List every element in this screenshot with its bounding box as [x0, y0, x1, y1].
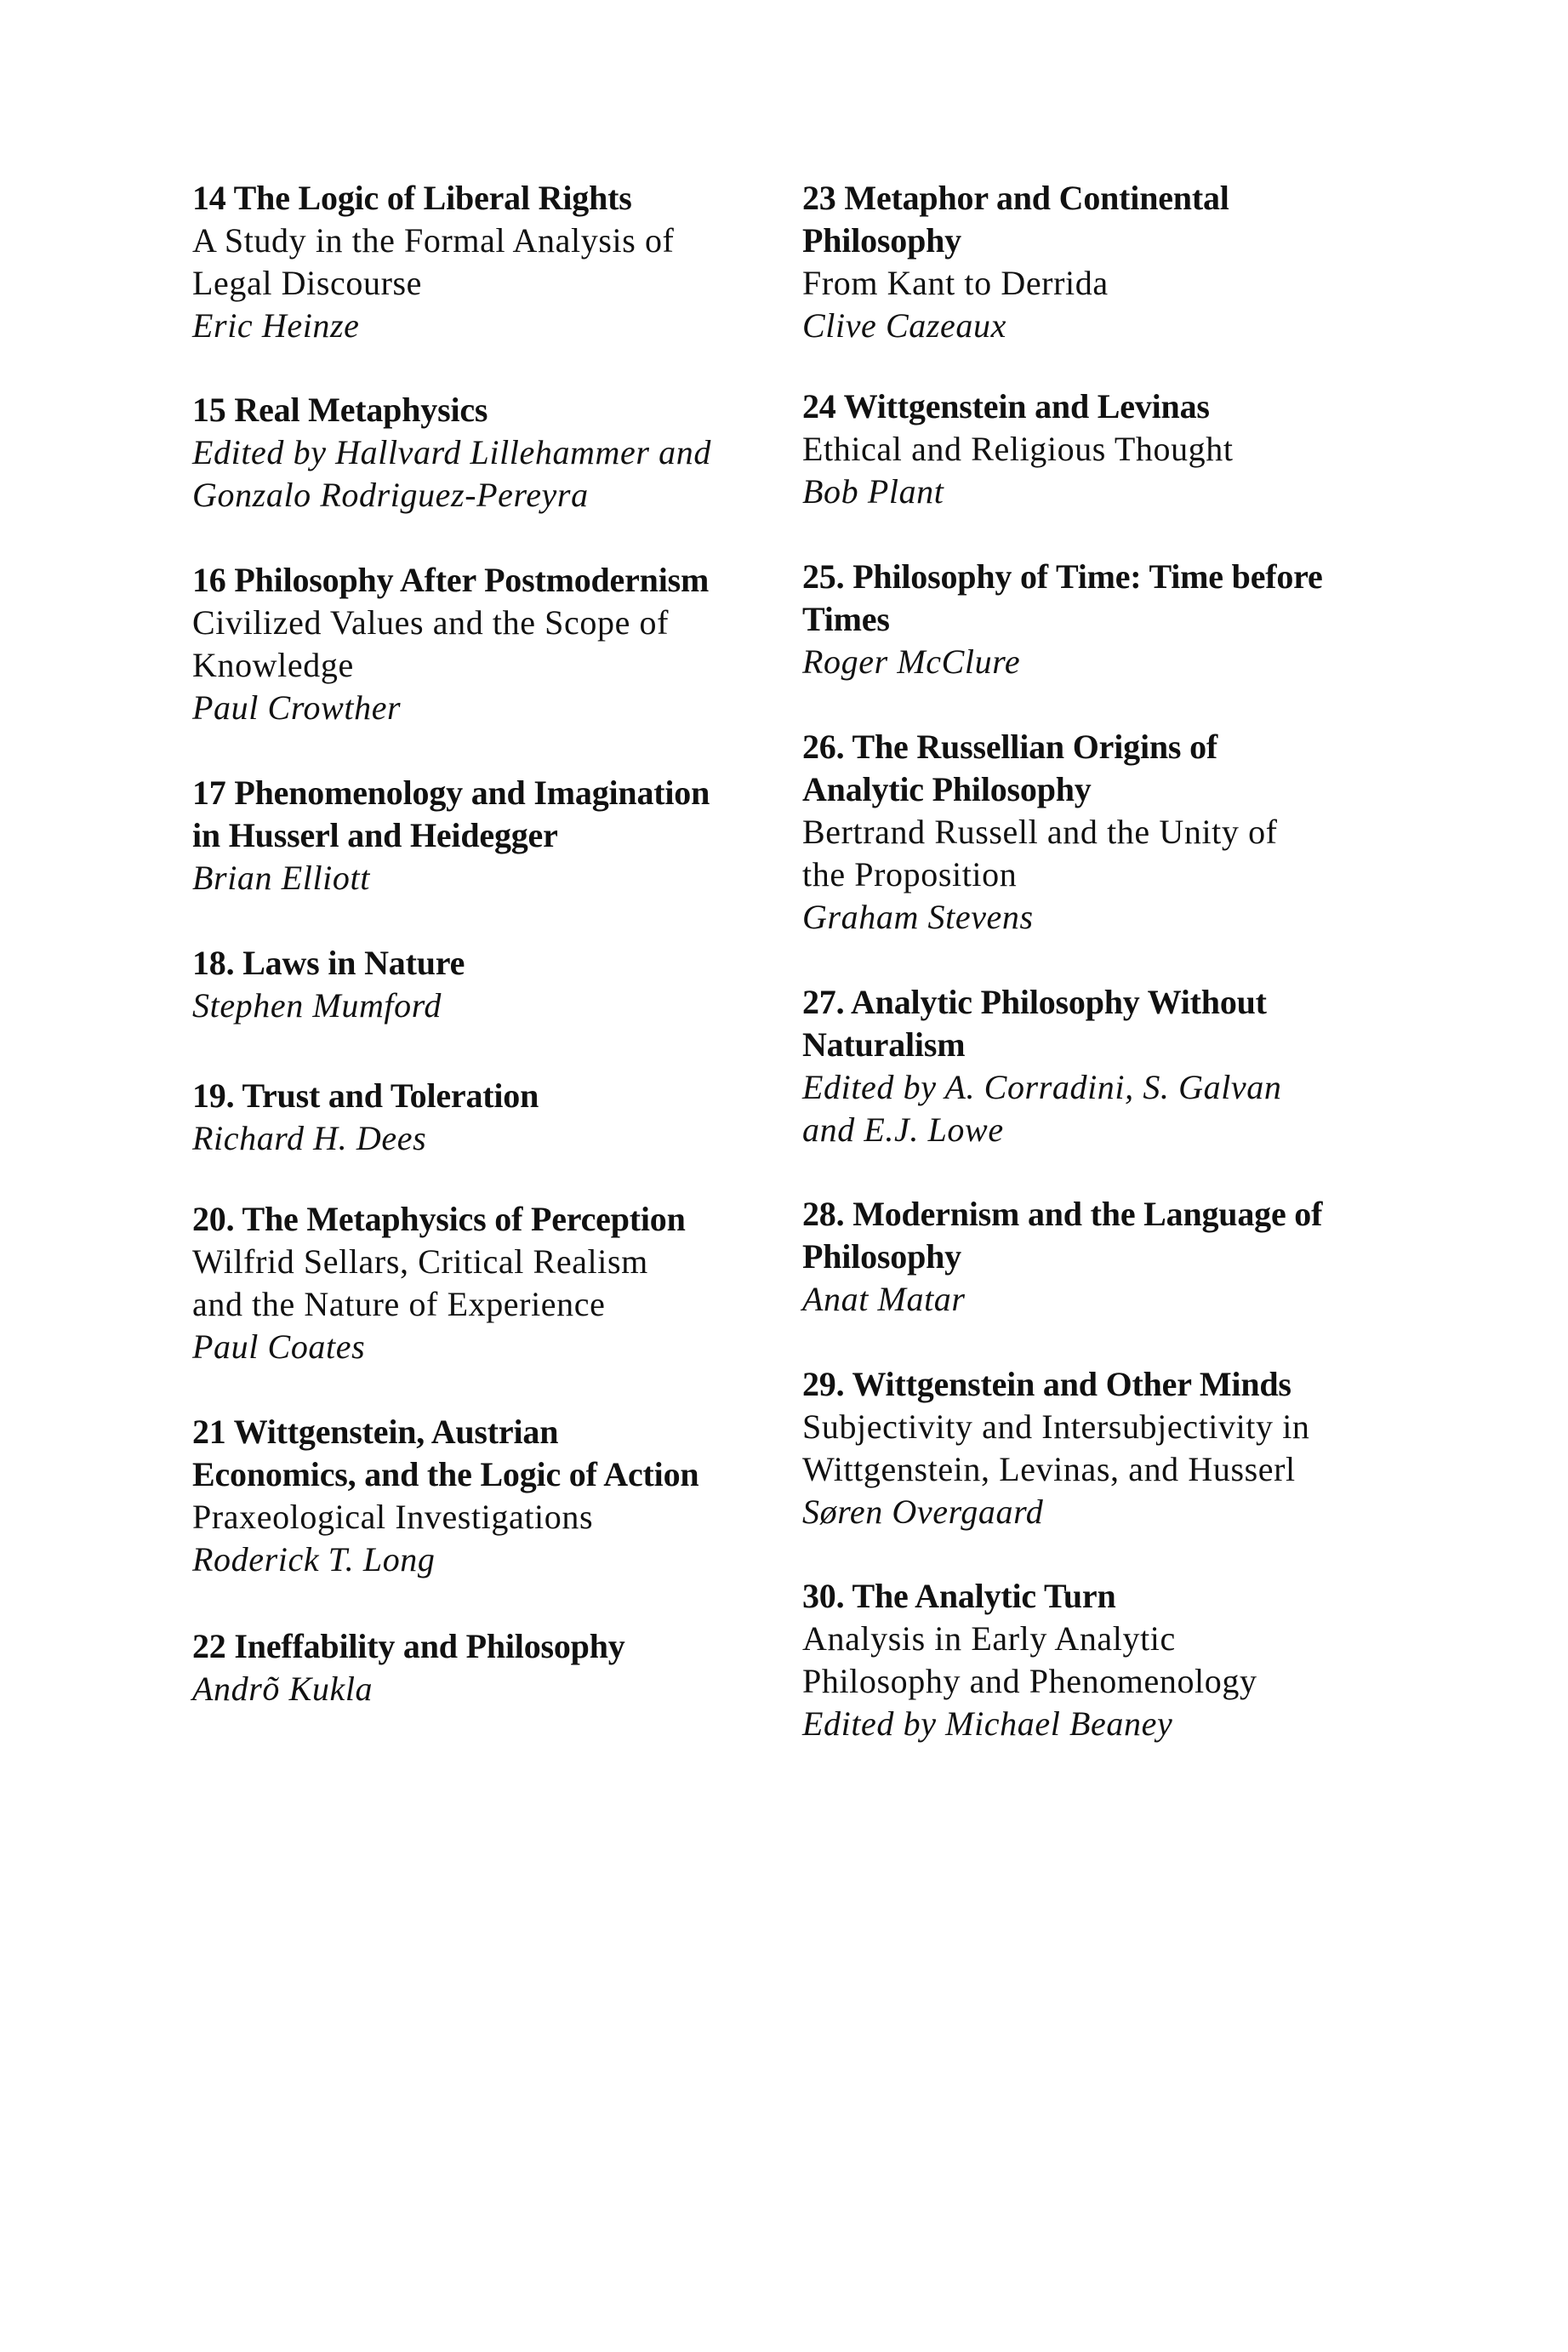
- book-title-17-line-1: 17 Phenomenology and Imagination: [192, 774, 710, 812]
- book-title-21-line-1: 21 Wittgenstein, Austrian: [192, 1413, 559, 1451]
- book-author-23: Clive Cazeaux: [802, 306, 1006, 345]
- book-entry-15: [192, 389, 771, 517]
- book-title-16: 16 Philosophy After Postmodernism: [192, 561, 710, 599]
- book-subtitle-26-line-1: Bertrand Russell and the Unity of: [802, 813, 1278, 851]
- book-subtitle-14-line-2: Legal Discourse: [192, 264, 423, 302]
- book-author-18: Stephen Mumford: [192, 986, 442, 1025]
- book-title-21-line-2: Economics, and the Logic of Action: [192, 1455, 699, 1493]
- book-author-14: Eric Heinze: [192, 306, 360, 345]
- book-entry-20: [192, 1198, 771, 1368]
- book-author-27-line-1: Edited by A. Corradini, S. Galvan: [802, 1068, 1282, 1106]
- book-subtitle-21: Praxeological Investigations: [192, 1498, 594, 1536]
- book-entry-28: [802, 1193, 1398, 1321]
- book-title-23-line-2: Philosophy: [802, 221, 961, 260]
- book-title-26-line-2: Analytic Philosophy: [802, 770, 1092, 808]
- book-author-26: Graham Stevens: [802, 898, 1034, 936]
- book-subtitle-20-line-1: Wilfrid Sellars, Critical Realism: [192, 1242, 648, 1281]
- book-author-24: Bob Plant: [802, 472, 944, 511]
- book-author-25: Roger McClure: [802, 642, 1021, 681]
- book-entry-26: [802, 726, 1398, 939]
- book-author-19: Richard H. Dees: [192, 1119, 427, 1157]
- book-author-21: Roderick T. Long: [192, 1540, 436, 1578]
- book-entry-16: [192, 559, 771, 729]
- book-title-27-line-1: 27. Analytic Philosophy Without: [802, 983, 1267, 1021]
- book-author-27-line-2: and E.J. Lowe: [802, 1110, 1004, 1149]
- book-entry-25: [802, 556, 1398, 683]
- book-title-18: 18. Laws in Nature: [192, 944, 465, 982]
- book-title-28-line-1: 28. Modernism and the Language of: [802, 1195, 1323, 1233]
- book-entry-30: [802, 1575, 1398, 1745]
- book-title-27-line-2: Naturalism: [802, 1025, 966, 1064]
- book-author-28: Anat Matar: [802, 1280, 966, 1318]
- book-subtitle-26-line-2: the Proposition: [802, 855, 1018, 893]
- book-title-30: 30. The Analytic Turn: [802, 1577, 1116, 1615]
- book-entry-23: [802, 177, 1398, 347]
- book-entry-19: [192, 1075, 771, 1160]
- book-subtitle-20-line-2: and the Nature of Experience: [192, 1285, 606, 1323]
- book-title-25-line-1: 25. Philosophy of Time: Time before: [802, 557, 1323, 596]
- book-subtitle-29-line-1: Subjectivity and Intersubjectivity in: [802, 1407, 1310, 1446]
- book-author-17: Brian Elliott: [192, 859, 370, 897]
- book-title-24: 24 Wittgenstein and Levinas: [802, 387, 1210, 425]
- book-entry-27: [802, 981, 1398, 1151]
- book-title-23-line-1: 23 Metaphor and Continental: [802, 179, 1229, 217]
- book-entry-21: [192, 1411, 771, 1581]
- book-title-28-line-2: Philosophy: [802, 1237, 961, 1276]
- book-subtitle-23: From Kant to Derrida: [802, 264, 1109, 302]
- book-author-22: Andrõ Kukla: [192, 1670, 373, 1708]
- book-entry-29: [802, 1363, 1398, 1533]
- book-entry-24: [802, 385, 1398, 513]
- right-column: [802, 177, 1398, 1745]
- book-title-26-line-1: 26. The Russellian Origins of: [802, 728, 1217, 766]
- book-author-15-line-2: Gonzalo Rodriguez-Pereyra: [192, 476, 589, 514]
- left-column: [192, 177, 771, 1710]
- book-entry-17: [192, 772, 771, 899]
- book-subtitle-24: Ethical and Religious Thought: [802, 430, 1234, 468]
- book-title-25-line-2: Times: [802, 600, 890, 638]
- book-entry-14: [192, 177, 771, 347]
- book-author-29: Søren Overgaard: [802, 1493, 1044, 1531]
- book-title-19: 19. Trust and Toleration: [192, 1076, 539, 1115]
- book-subtitle-30-line-2: Philosophy and Phenomenology: [802, 1662, 1257, 1700]
- book-subtitle-29-line-2: Wittgenstein, Levinas, and Husserl: [802, 1450, 1296, 1488]
- book-title-22: 22 Ineffability and Philosophy: [192, 1627, 625, 1665]
- book-author-16: Paul Crowther: [192, 688, 402, 727]
- book-title-29: 29. Wittgenstein and Other Minds: [802, 1365, 1291, 1403]
- book-author-30: Edited by Michael Beaney: [802, 1704, 1173, 1743]
- book-title-15: 15 Real Metaphysics: [192, 391, 488, 429]
- book-author-20: Paul Coates: [192, 1327, 366, 1366]
- book-subtitle-14-line-1: A Study in the Formal Analysis of: [192, 221, 675, 260]
- book-entry-22: [192, 1625, 771, 1710]
- book-author-15-line-1: Edited by Hallvard Lillehammer and: [192, 433, 711, 471]
- book-entry-18: [192, 942, 771, 1027]
- book-title-17-line-2: in Husserl and Heidegger: [192, 816, 558, 854]
- book-subtitle-30-line-1: Analysis in Early Analytic: [802, 1619, 1176, 1658]
- book-title-20: 20. The Metaphysics of Perception: [192, 1200, 686, 1238]
- book-subtitle-16-line-2: Knowledge: [192, 646, 354, 684]
- book-title-14: 14 The Logic of Liberal Rights: [192, 179, 632, 217]
- book-subtitle-16-line-1: Civilized Values and the Scope of: [192, 603, 670, 642]
